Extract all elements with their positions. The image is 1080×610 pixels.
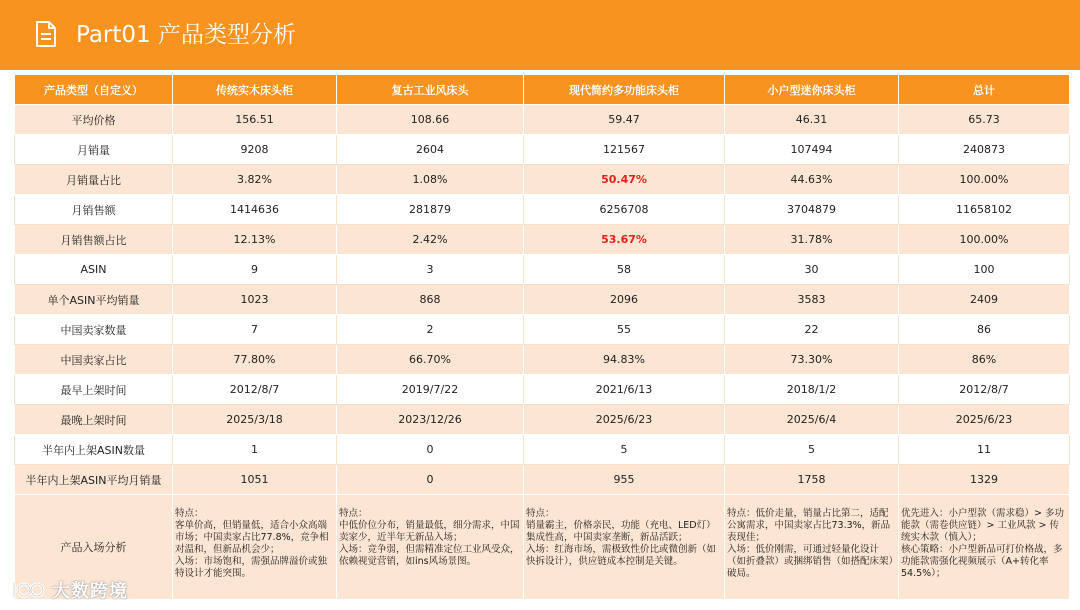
table-row	[15, 375, 1070, 405]
table-cell: 11	[899, 435, 1070, 465]
row-label: 单个ASIN平均销量	[15, 285, 173, 315]
table-cell: 44.63%	[725, 165, 899, 195]
table-cell: 240873	[899, 135, 1070, 165]
table-cell: 1023	[173, 285, 337, 315]
analysis-cell	[337, 495, 524, 600]
column-header: 小户型迷你床头柜	[725, 75, 899, 105]
row-label: 半年内上架ASIN平均月销量	[15, 465, 173, 495]
table-cell: 281879	[337, 195, 524, 225]
table-cell: 7	[173, 315, 337, 345]
table-row	[15, 225, 1070, 255]
table-cell: 0	[337, 465, 524, 495]
row-label: 月销量占比	[15, 165, 173, 195]
table-cell: 1414636	[173, 195, 337, 225]
table-cell: 5	[524, 435, 725, 465]
page-title: Part01 产品类型分析	[76, 22, 296, 48]
table-row	[15, 435, 1070, 465]
brand-watermark	[10, 578, 128, 602]
table-header-row	[15, 75, 1070, 105]
analysis-text: 特点： 销量霸主，价格亲民，功能（充电、LED灯）集成性高，中国卖家垄断，新品活跃； 入场：红海市场，需极致性价比或微创新（如快拆设计），供应链成本控制是关键。	[526, 508, 717, 567]
table-cell: 30	[725, 255, 899, 285]
table-row	[15, 255, 1070, 285]
table-cell: 86	[899, 315, 1070, 345]
row-label: 最晚上架时间	[15, 405, 173, 435]
header-bar	[0, 0, 1080, 70]
analysis-text: 优先进入：小户型款（需求稳）> 多功能款（需卷供应链）> 工业风款 > 传统实木款（慎入）； 核心策略：小户型新品可打价格战，多功能款需强化视频展示（A+转化率54.5%）；	[901, 508, 1064, 579]
table-cell: 156.51	[173, 105, 337, 135]
table-cell: 73.30%	[725, 345, 899, 375]
table-cell: 6256708	[524, 195, 725, 225]
table-cell: 2025/6/23	[899, 405, 1070, 435]
table-cell: 0	[337, 435, 524, 465]
table-cell: 58	[524, 255, 725, 285]
table-cell: 1051	[173, 465, 337, 495]
table-cell: 9208	[173, 135, 337, 165]
table-row	[15, 465, 1070, 495]
table-cell: 1758	[725, 465, 899, 495]
column-header: 复古工业风床头	[337, 75, 524, 105]
table-cell: 2018/1/2	[725, 375, 899, 405]
table-cell: 11658102	[899, 195, 1070, 225]
table-cell: 22	[725, 315, 899, 345]
table-cell: 50.47%	[524, 165, 725, 195]
table-cell: 100	[899, 255, 1070, 285]
column-header: 产品类型（自定义）	[15, 75, 173, 105]
table-cell: 59.47	[524, 105, 725, 135]
document-icon	[34, 20, 58, 48]
table-cell: 31.78%	[725, 225, 899, 255]
table-cell: 107494	[725, 135, 899, 165]
table-row	[15, 195, 1070, 225]
table-cell: 2012/8/7	[899, 375, 1070, 405]
table-cell: 2025/3/18	[173, 405, 337, 435]
table-cell: 2409	[899, 285, 1070, 315]
analysis-text: 特点： 客单价高，但销量低，适合小众高端市场；中国卖家占比77.8%，竞争相对温和，但新品机会少； 入场：市场饱和，需强品牌溢价或独特设计才能突围。	[175, 508, 329, 579]
table-row	[15, 315, 1070, 345]
table-cell: 2021/6/13	[524, 375, 725, 405]
table-row	[15, 105, 1070, 135]
table-cell: 3.82%	[173, 165, 337, 195]
table-cell: 2096	[524, 285, 725, 315]
brand-logo-icon	[10, 579, 46, 601]
table-cell: 9	[173, 255, 337, 285]
table-cell: 12.13%	[173, 225, 337, 255]
row-label: 平均价格	[15, 105, 173, 135]
table-row	[15, 135, 1070, 165]
table-cell: 3583	[725, 285, 899, 315]
table-cell: 66.70%	[337, 345, 524, 375]
column-header: 传统实木床头柜	[173, 75, 337, 105]
table-row	[15, 285, 1070, 315]
table-cell: 86%	[899, 345, 1070, 375]
row-label: 月销量	[15, 135, 173, 165]
table-cell: 94.83%	[524, 345, 725, 375]
table-row	[15, 165, 1070, 195]
row-label: 最早上架时间	[15, 375, 173, 405]
analysis-row	[15, 495, 1070, 600]
table-cell: 2604	[337, 135, 524, 165]
table-cell: 955	[524, 465, 725, 495]
table-cell: 5	[725, 435, 899, 465]
row-label: 半年内上架ASIN数量	[15, 435, 173, 465]
table-cell: 2012/8/7	[173, 375, 337, 405]
table-cell: 3	[337, 255, 524, 285]
table-cell: 2	[337, 315, 524, 345]
analysis-cell	[173, 495, 337, 600]
row-label: 中国卖家数量	[15, 315, 173, 345]
table-cell: 77.80%	[173, 345, 337, 375]
row-label: 月销售额占比	[15, 225, 173, 255]
brand-name: 大数跨境	[52, 581, 128, 602]
column-header: 现代简约多功能床头柜	[524, 75, 725, 105]
row-label: 产品入场分析	[15, 495, 173, 600]
table-cell: 2025/6/23	[524, 405, 725, 435]
table-cell: 100.00%	[899, 225, 1070, 255]
table-cell: 1	[173, 435, 337, 465]
table-cell: 2023/12/26	[337, 405, 524, 435]
table-cell: 868	[337, 285, 524, 315]
analysis-cell	[725, 495, 899, 600]
table-cell: 108.66	[337, 105, 524, 135]
row-label: 月销售额	[15, 195, 173, 225]
table-cell: 2019/7/22	[337, 375, 524, 405]
table-cell: 1329	[899, 465, 1070, 495]
table-cell: 46.31	[725, 105, 899, 135]
analysis-cell	[899, 495, 1070, 600]
table-row	[15, 345, 1070, 375]
table-cell: 53.67%	[524, 225, 725, 255]
table-cell: 1.08%	[337, 165, 524, 195]
table-cell: 65.73	[899, 105, 1070, 135]
analysis-cell	[524, 495, 725, 600]
row-label: 中国卖家占比	[15, 345, 173, 375]
table-row	[15, 405, 1070, 435]
table-cell: 2025/6/4	[725, 405, 899, 435]
row-label: ASIN	[15, 255, 173, 285]
table-cell: 3704879	[725, 195, 899, 225]
table-cell: 2.42%	[337, 225, 524, 255]
analysis-text: 特点： 中低价位分布，销量最低，细分需求，中国卖家少，近半年无新品入场； 入场：竞争弱，但需精准定位工业风受众，依赖视觉营销，如ins风场景图。	[339, 508, 520, 567]
analysis-text: 特点：低价走量，销量占比第二，适配公寓需求，中国卖家占比73.3%，新品表现佳； 入场：低价刚需，可通过轻量化设计（如折叠款）或捆绑销售（如搭配床架）破局。	[727, 508, 894, 579]
table-cell: 121567	[524, 135, 725, 165]
column-header: 总计	[899, 75, 1070, 105]
table-cell: 55	[524, 315, 725, 345]
product-type-table	[14, 74, 1070, 600]
table-cell: 100.00%	[899, 165, 1070, 195]
